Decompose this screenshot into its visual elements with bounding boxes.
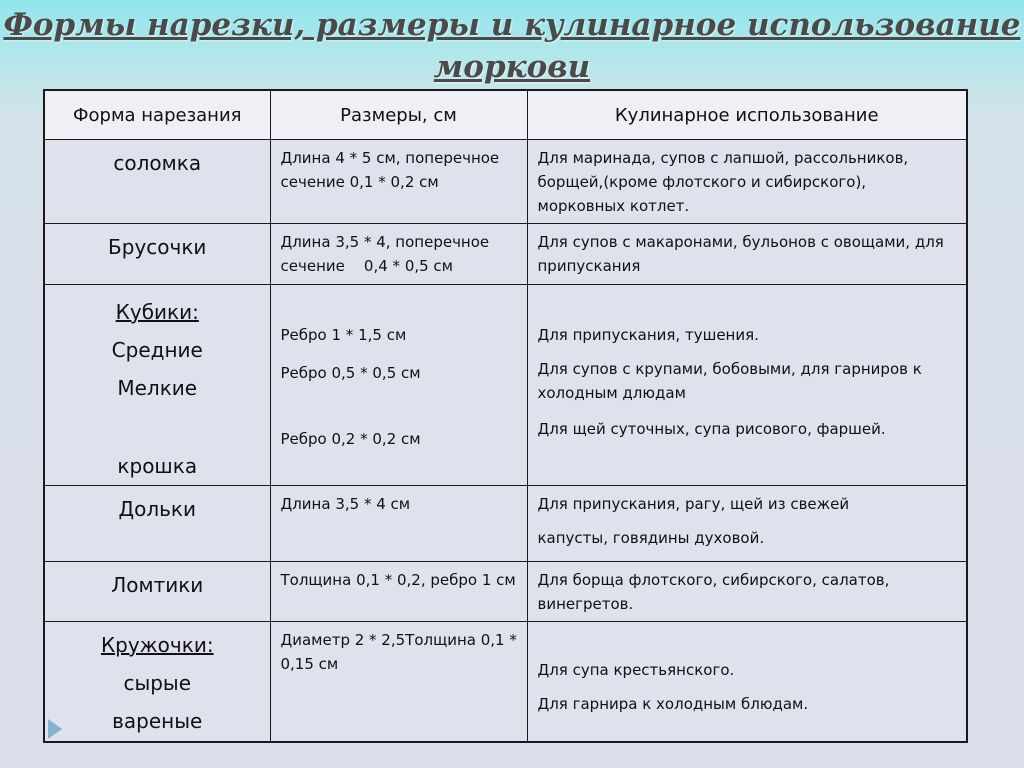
sizes-text: Длина 3,5 * 4, поперечное сечение 0,4 * 0,5 см: [280, 233, 494, 275]
shape-sub-label: Средние: [111, 338, 203, 362]
carrot-cuts-table: [43, 89, 968, 743]
usage-cell: [527, 224, 967, 285]
shape-cell: [44, 224, 270, 285]
usage-text: Для супа крестьянского.: [537, 661, 735, 679]
shape-cell: [44, 486, 270, 562]
table-row: [44, 140, 967, 224]
table-header-row: [44, 90, 967, 140]
shape-sub-label: вареные: [112, 709, 203, 733]
table-row: [44, 622, 967, 742]
usage-text: капусты, говядины духовой.: [537, 529, 765, 547]
sizes-cell: [270, 622, 527, 742]
sizes-cell: [270, 562, 527, 622]
shape-cell: [44, 285, 270, 486]
shape-group-label: Кубики:: [115, 300, 199, 324]
page-title: Формы нарезки, размеры и кулинарное использование моркови: [3, 7, 1021, 85]
shape-cell: [44, 562, 270, 622]
shape-sub-label: Мелкие: [117, 376, 198, 400]
usage-text: Для супов с макаронами, бульонов с овощами, для припускания: [537, 233, 944, 275]
usage-text: Для маринада, супов с лапшой, рассольников, борщей,(кроме флотского и сибирского), морковных котлет.: [537, 149, 909, 215]
shape-group-label: Кружочки:: [100, 633, 214, 657]
usage-cell: [527, 622, 967, 742]
shape-label: соломка: [113, 151, 202, 175]
usage-cell: [527, 285, 967, 486]
usage-cell: [527, 486, 967, 562]
usage-cell: [527, 140, 967, 224]
header-shape: Форма нарезания: [44, 90, 270, 140]
table-row: [44, 486, 967, 562]
sizes-text: Толщина 0,1 * 0,2, ребро 1 см: [280, 571, 516, 589]
table-row: [44, 562, 967, 622]
slide-nav-arrow-icon[interactable]: [48, 719, 62, 739]
shape-sub-label: сырые: [123, 671, 192, 695]
shape-sub-label: крошка: [117, 454, 198, 478]
shape-label: Ломтики: [111, 573, 204, 597]
sizes-text: Длина 3,5 * 4 см: [280, 495, 411, 513]
header-sizes: Размеры, см: [270, 90, 527, 140]
usage-text: Для гарнира к холодным блюдам.: [537, 695, 809, 713]
shape-cell: [44, 622, 270, 742]
table-row: [44, 285, 967, 486]
usage-text: Для припускания, рагу, щей из свежей: [537, 495, 850, 513]
header-usage: Кулинарное использование: [527, 90, 967, 140]
sizes-text: Диаметр 2 * 2,5Толщина 0,1 * 0,15 см: [280, 631, 517, 673]
usage-text: Для супов с крупами, бобовыми, для гарниров к холодным длюдам: [537, 360, 922, 402]
sizes-text: Длина 4 * 5 см, поперечное сечение 0,1 * 0,2 см: [280, 149, 500, 191]
sizes-text: Ребро 1 * 1,5 см: [280, 326, 407, 344]
sizes-text: Ребро 0,2 * 0,2 см: [280, 430, 421, 448]
usage-text: Для припускания, тушения.: [537, 326, 759, 344]
sizes-cell: [270, 140, 527, 224]
usage-text: Для щей суточных, супа рисового, фаршей.: [537, 420, 886, 438]
sizes-cell: [270, 486, 527, 562]
shape-cell: [44, 140, 270, 224]
shape-label: Брусочки: [108, 235, 207, 259]
shape-label: Дольки: [118, 497, 196, 521]
sizes-text: Ребро 0,5 * 0,5 см: [280, 364, 421, 382]
table-row: [44, 224, 967, 285]
usage-text: Для борща флотского, сибирского, салатов, винегретов.: [537, 571, 890, 613]
sizes-cell: [270, 224, 527, 285]
sizes-cell: [270, 285, 527, 486]
usage-cell: [527, 562, 967, 622]
